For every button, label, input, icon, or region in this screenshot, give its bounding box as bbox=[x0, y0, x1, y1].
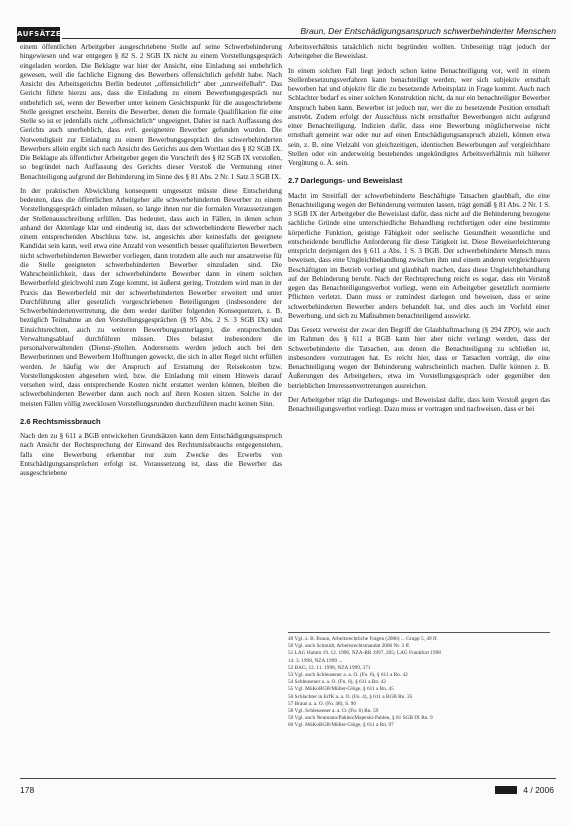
footnote: 51 LAG Hamm 19. 12. 1996, NZA-RR 1997, 205; LAG Frankfurt 1998 bbox=[288, 650, 441, 657]
body-paragraph: Das Gesetz verweist der zwar den Begriff der Glaubhaftmachung (§ 294 ZPO), wie auch im Rahmen des § 611 a BGB kann hier aber nicht verlangt werden, dass der Schwerbehinderte die Tatsachen, aus denen die Benachteiligung zu schließen ist, insbesondere vorzutragen hat. Es reicht hier, dass er Tatsachen vorträgt, die eine Benachteiligung wegen der Behinderung wahrscheinlich machen. Dafür können z. B. Äußerungen des Arbeitgebers, etwa im Vorstellungsgespräch oder gegenüber den betrieblichen Interessenvertretungen ausreichen. bbox=[288, 326, 550, 390]
issue-label: 4 / 2006 bbox=[523, 785, 554, 795]
body-paragraph: Nach den zu § 611 a BGB entwickelten Grundsätzen kann dem Entschädigungsanspruch nach Ansicht der Rechtsprechung der Einwand des Rechtsmissbrauchs entgegenstehen, falls eine Bewerbung erkennbar nur zum Zwecke des Erwerbs von Entschädigungsansprüchen erfolgt ist. Voraussetzung ist, dass die Bewerber das ausgeschriebene bbox=[20, 432, 282, 477]
left-column bbox=[20, 43, 282, 778]
footnote: 53 Vgl. auch Schleusener a. a. O. (Fn. 6), § 611 a Rn. 42 bbox=[288, 672, 408, 679]
footer-rule bbox=[20, 778, 556, 779]
footnote: 57 Braun a. a. O. (Fn. 48), S. 90 bbox=[288, 700, 356, 707]
footnote: 14. 3. 1998, NZA 1999 ... bbox=[288, 657, 343, 664]
body-paragraph: einem öffentlichen Arbeitgeber ausgeschriebene Stelle auf seine Schwerbehinderung hingewiesen und war entgegen § 82 S. 2 SGB IX nicht zu einem Vorstellungsgespräch eingeladen worden. Die Beklagte war hier der Ansicht, eine Einladung sei entbehrlich gewesen, weil die fachliche Eignung des Bewerbers offensichtlich gefehlt habe. Nach Ansicht des Arbeitsgerichts Berlin bedeutet „offensichtlich“ aber „unzweifelhaft“. Das Gericht führte hierzu aus, dass die Einladung zu einem Bewerbungsgespräch nur entbehrlich sei, wenn der Bewerber unter keinem Gesichtspunkt für die ausgeschriebene Stelle geeignet erscheint. Bereits die Bewerber, denen die formale Qualifikation für eine Stelle so ist er jedenfalls nicht „offensichtlich“ ungeeignet. Daher ist nach Auffassung des Gerichts auch unerheblich, dass evtl. geeignetere Bewerber gefunden wurden. Die Notwendigkeit zur Einladung zu einem Bewerbungsgespräch des schwerbehinderten Bewerbers allein ergibt sich nach Ansicht des Gerichts aus dem Wortlaut des § 82 SGB IX. Die Beklagte als öffentlicher Arbeitgeber gegen die Vorschrift des § 82 SGB IX verstoßen, so begründet nach Auffassung des Gerichts dieser Verstoß die Vermutung einer Benachteiligung aufgrund der Behinderung im Sinne des § 81 Abs. 2 Nr. 1 Satz 3 SGB IX. bbox=[20, 43, 282, 181]
body-paragraph: Der Arbeitgeber trägt die Darlegungs- und Beweislast dafür, dass kein Verstoß gegen das Benachteiligungsverbot vorliegt. Dazu muss er vortragen und nachweisen, dass er bei bbox=[288, 395, 550, 413]
footnote: 55 Vgl. MüKoBGB/Müller-Glöge, § 611 a Rn. 45 bbox=[288, 686, 394, 693]
footnote: 50 Vgl. auch Schmidt, Arbeitsrechtsmandat 2006 Nr. 3 ff. bbox=[288, 643, 411, 650]
section-heading-beweislast: 2.7 Darlegungs- und Beweislast bbox=[288, 176, 403, 186]
body-paragraph: Arbeitsverhältnis tatsächlich nicht begründen wollten. Unbeseitigt trägt jedoch der Arbeitgeber die Beweislast. bbox=[288, 43, 550, 61]
running-head: Braun, Der Entschädigungsanspruch schwerbehinderter Menschen bbox=[300, 26, 556, 36]
footnote: 52 BAG, 12. 11. 1998, NZA 1999, 371 bbox=[288, 664, 371, 671]
section-heading-rechtsmissbrauch: 2.6 Rechtsmissbrauch bbox=[20, 416, 101, 426]
body-paragraph: In einem solchen Fall liegt jedoch schon keine Benachteiligung vor, weil in einem Stellenbesetzungsverfahren kann benachteiligt werden, wer sich subjektiv ernsthaft beworben hat und objektiv für die zu besetzende Arbeitsplatz in Frage kommt. Auch nach Schlachter bedarf es einer solchen Konstruktion nicht, da nur ein benachteiligter Bewerber Anspruch haben kann. Bewerber ist jedoch nur, wer die zu besetzende Position ernsthaft anstrebt. Zudem erfolgt der Ausschluss nicht ernsthafter Bewerbungen nicht aufgrund einer Benachteiligung. Indizien dafür, dass eine Bewerbung möglicherweise nicht ernsthaft gemeint war oder nur auf einen Entschädigungsanspruch abzielt, können etwa sein, z. B. eine Vielzahl von gleichzeitigen, identischen Bewerbungen auf vergleichbare Stellen oder ein anderweitig bestehendes ungekündigtes Arbeitsverhältnis mit höherer Vergütung o. Ä. sein. bbox=[288, 66, 550, 167]
header-rule bbox=[62, 38, 556, 39]
footnote: 54 Schleusener a. a. O. (Fn. 6), § 611 a Rn. 42 bbox=[288, 679, 386, 686]
right-column bbox=[288, 43, 550, 583]
journal-logo-icon bbox=[495, 786, 517, 794]
page-number: 178 bbox=[20, 785, 35, 795]
section-logo: AUFSÄTZE bbox=[17, 27, 60, 42]
body-paragraph: Macht im Streitfall der schwerbehinderte Beschäftigte Tatsachen glaubhaft, die eine Benachteiligung wegen der Behinderung vermuten lassen, trägt gemäß § 81 Abs. 2 Nr. 1 S. 3 SGB IX der Arbeitgeber die Beweislast dafür, dass nicht auf die Behinderung bezogene sachliche Gründe eine unterschiedliche Behandlung rechtfertigen oder eine bestimmte körperliche Funktion, geistige Fähigkeit oder seelische Gesundheit wesentliche und entscheidende berufliche Anforderung für diese Tätigkeit ist. Diese Beweiserleichterung entspricht derjenigen des § 611 a Abs. 1 S. 3 BGB. Der schwerbehinderte Mensch muss beweisen, dass eine Ungleichbehandlung zwischen ihm und einem anderen vergleichbaren Beschäftigten im Betrieb vorliegt und glaubhaft machen, dass diese Ungleichbehandlung auf der Behinderung beruht. Nach der Rechtsprechung reicht es sogar, dass ein Verstoß gegen das Benachteiligungsverbot vorliegt, wenn ein Arbeitgeber gesetzlich normierte Pflichten verletzt. Dann muss er zumindest darlegen und beweisen, dass er seine schwerbehinderten Bewerber anders behandelt hat, und dies auch im Vorfeld einer Bewerbung, und sich zu Maßnahmen benachteiligend auswirkt. bbox=[288, 191, 550, 320]
footnote: 56 Schlachter in ErfK a. a. O. (Fn. 4), § 611 a BGB Rn. 35 bbox=[288, 693, 413, 700]
footnote: 59 Vgl. auch Neumann/Pahlen/Majerski-Pahlen, § 81 SGB IX Rn. 9 bbox=[288, 715, 433, 722]
journal-issue bbox=[495, 785, 554, 795]
footnote: 58 Vgl. Schleusener a. a. O. (Fn. 6) Rn. 59 bbox=[288, 708, 379, 715]
footnote: 49 Vgl. z. B. Braun, Arbeitsrechtliche Fragen (2006) ... Grupp 5, 49 ff. bbox=[288, 636, 438, 642]
body-paragraph: In der praktischen Abwicklung konsequent umgesetzt müsste diese Entscheidung bedeuten, dass die öffentlichen Arbeitgeber alle schwerbehinderten Bewerber zu einem Vorstellungsgespräch einladen müssen, so lange ihnen nur die formalen Voraussetzungen der Stellenausschreibung erfüllen. Das bedeutet, dass auch in Fällen, in denen schon anhand der Aktenlage klar und eindeutig ist, dass der schwerbehinderte Bewerber nach einem entsprechenden Abschluss bzw. ist, angesichts aber keinesfalls der geeignete Kandidat sein kann, weil etwa eine Anzahl von wesentlich besser qualifizierten Bewerbern nicht schwerbehinderten Bewerber vorliegen, dann trotzdem alle auch nur ansatzweise für die Stelle geeigneten schwerbehinderten Bewerber einzuladen sind. Die Wahrscheinlichkeit, dass der schwerbehinderte Bewerber dann in einem solchen Bewerberfeld gleichwohl zum Zuge kommt, ist äußerst gering. Trotzdem wird man in der Praxis das Bewerberfeld mit der schwerbehinderten Bewerber erweitert und unter Durchführung aller gesetzlich vorgeschriebenen Beteiligungen (insbesondere der Schwerbehindertenvertretung, die dem weder darüber folgenden Konsequenzen, z. B. bezüglich Teilnahme an den Vorstellungsgesprächen (§ 95 Abs. 2 S. 3 SGB IX) und Einsichtsrechten, auch zu weiteren Bewerbungsunterlagen), die entsprechenden Verwaltungsablauf durchführen müssen. Dies belastet insbesondere die personalverwaltenden (Dienst-)Stellen. Andererseits werden jedoch auch bei den Bewerberinnen und Bewerbern Hoffnungen geweckt, die sich in aller Regel nicht erfüllen werden. Je häufig wie der Anspruch auf Erstattung der Reisekosten bzw. Vorstellungskosten abgesehen wird, bzw. die Einladung mit einem Hinweis darauf versehen wird, dass entsprechende Kosten nicht erstattet werden können, bleiben die schwerbehinderten Bewerber dann auch noch auf ihren Kosten sitzen. Solche in der meisten Fällen völlig zwecklosen Vorstellungsrunden durchzuführen macht keinen Sinn. bbox=[20, 186, 282, 408]
footnote: 60 Vgl. MüKoBGB/Müller-Glöge, § 611 a Rn. 97 bbox=[288, 722, 394, 729]
footnotes bbox=[288, 632, 550, 730]
